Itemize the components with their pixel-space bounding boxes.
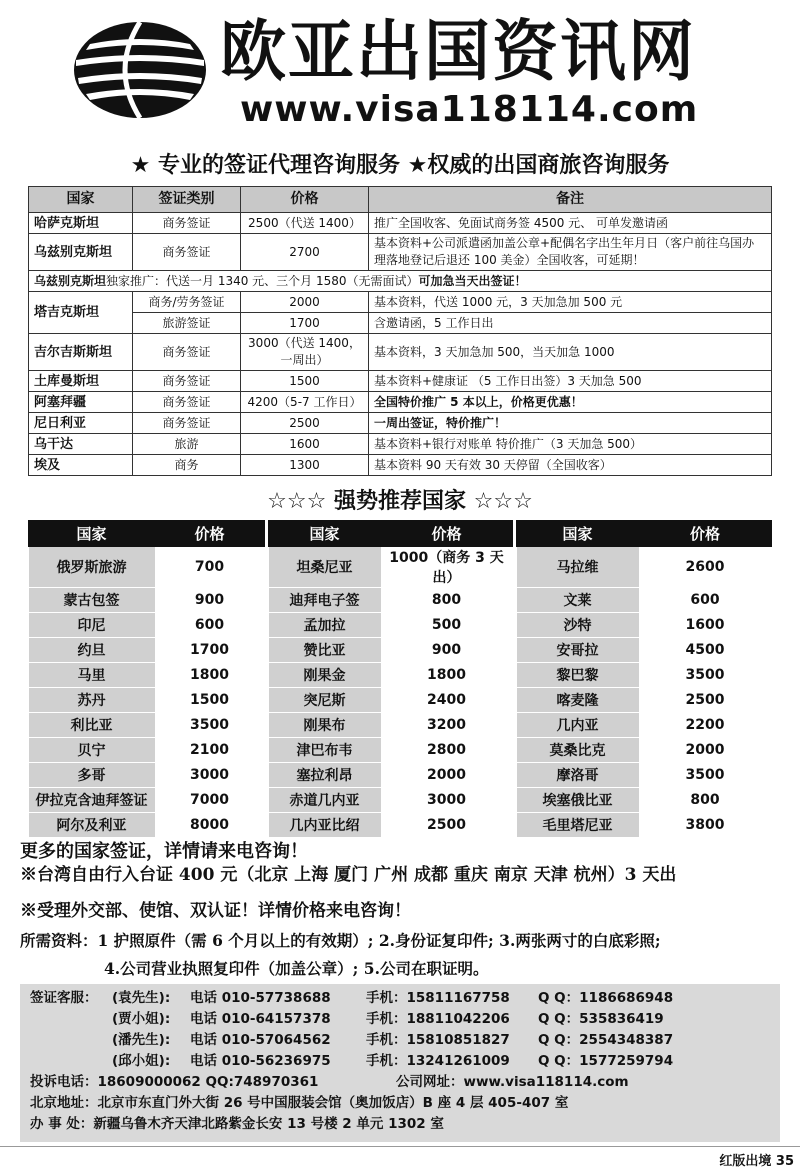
table-row: [29, 213, 772, 234]
rec-header-price: 价格: [155, 521, 265, 547]
cell-price: 1600: [241, 434, 369, 455]
rec-price: 1800: [381, 663, 513, 688]
cell-type: 商务签证: [133, 334, 241, 371]
cell-country: 吉尔吉斯斯坦: [29, 334, 133, 371]
rec-country: 赤道几内亚: [269, 788, 381, 813]
rec-country: 利比亚: [29, 713, 155, 738]
rec-price: 2000: [381, 763, 513, 788]
cell-price: 4200（5-7 工作日）: [241, 392, 369, 413]
rec-country: 几内亚比绍: [269, 813, 381, 838]
contact-mobile[interactable]: 手机：13241261009: [366, 1053, 510, 1069]
cell-note: 推广全国收客、免面试商务签 4500 元、 可单发邀请函: [369, 213, 772, 234]
contact-mobile[interactable]: 手机：15811167758: [366, 990, 510, 1006]
cell-type: 旅游: [133, 434, 241, 455]
cell-price: 3000（代送 1400，一周出）: [241, 334, 369, 371]
contact-name: (袁先生):: [112, 990, 171, 1006]
rec-table-row: [29, 788, 772, 813]
contact-qq[interactable]: Q Q：535836419: [538, 1011, 664, 1027]
contact-label: 签证客服：: [30, 990, 98, 1006]
address-row: [30, 1093, 770, 1114]
rec-country: 马里: [29, 663, 155, 688]
contact-qq[interactable]: Q Q：2554348387: [538, 1032, 674, 1048]
office-address: 办 事 处：新疆乌鲁木齐天津北路紫金长安 13 号楼 2 单元 1302 室: [30, 1116, 444, 1132]
cell-type: 商务签证: [133, 213, 241, 234]
rec-country: 苏丹: [29, 688, 155, 713]
contact-name: (贾小姐):: [112, 1011, 171, 1027]
company-website[interactable]: 公司网址：www.visa118114.com: [396, 1074, 629, 1090]
rec-price: 3800: [639, 813, 772, 838]
table-row: [29, 434, 772, 455]
cell-type: 商务签证: [133, 413, 241, 434]
rec-header-price: 价格: [381, 521, 513, 547]
rec-country: 伊拉克含迪拜签证: [29, 788, 155, 813]
rec-price: 1600: [639, 613, 772, 638]
cell-note: 基本资料，代送 1000 元，3 天加急加 500 元: [369, 292, 772, 313]
contact-tel[interactable]: 电话 010-56236975: [190, 1053, 331, 1069]
rec-country: 安哥拉: [517, 638, 639, 663]
contact-qq[interactable]: Q Q：1577259794: [538, 1053, 674, 1069]
rec-price: 2800: [381, 738, 513, 763]
rec-table-row: [29, 713, 772, 738]
rec-country: 约旦: [29, 638, 155, 663]
rec-price: 2500: [639, 688, 772, 713]
rec-price: 3000: [381, 788, 513, 813]
page-footer: 红版出境 35: [719, 1154, 794, 1169]
slogan: ★ 专业的签证代理咨询服务 ★权威的出国商旅咨询服务: [130, 153, 670, 178]
rec-price: 500: [381, 613, 513, 638]
rec-country: 黎巴黎: [517, 663, 639, 688]
rec-table-row: [29, 663, 772, 688]
contact-row: [30, 1030, 770, 1051]
rec-table-row: [29, 688, 772, 713]
contact-name: (邱小姐):: [112, 1053, 171, 1069]
rec-price: 600: [639, 588, 772, 613]
rec-price: 900: [155, 588, 265, 613]
contact-row: [30, 1009, 770, 1030]
rec-table-row: [29, 588, 772, 613]
rec-country: 印尼: [29, 613, 155, 638]
rec-country: 摩洛哥: [517, 763, 639, 788]
recommend-title: ☆☆☆ 强势推荐国家 ☆☆☆: [267, 489, 533, 514]
col-header-price: 价格: [241, 187, 369, 213]
cell-type: 商务签证: [133, 392, 241, 413]
more-countries-text: 更多的国家签证，详情请来电咨询！: [20, 841, 308, 862]
cell-type: 商务/劳务签证: [133, 292, 241, 313]
promo-cell: [29, 271, 772, 292]
rec-country: 贝宁: [29, 738, 155, 763]
cell-note: 全国特价推广 5 本以上，价格更优惠！: [369, 392, 772, 413]
rec-country: 突尼斯: [269, 688, 381, 713]
cell-price: 2500（代送 1400）: [241, 213, 369, 234]
visa-table: [28, 186, 772, 476]
rec-price: 2200: [639, 713, 772, 738]
col-header-country: 国家: [29, 187, 133, 213]
complaint-phone[interactable]: 投诉电话：18609000062 QQ:748970361: [30, 1074, 319, 1090]
cell-country: 乌兹别克斯坦: [29, 234, 133, 271]
rec-table-row: [29, 738, 772, 763]
cell-note: 基本资料 90 天有效 30 天停留（全国收客）: [369, 455, 772, 476]
rec-price: 800: [381, 588, 513, 613]
table-row: [29, 371, 772, 392]
cell-type: 商务: [133, 455, 241, 476]
foreign-affairs-line: ※受理外交部、使馆、双认证！详情价格来电咨询！: [20, 901, 411, 921]
rec-price: 3000: [155, 763, 265, 788]
rec-price: 4500: [639, 638, 772, 663]
cell-note: 基本资料+公司派遣函加盖公章+配偶名字出生年月日（客户前往乌国办理落地登记后退还 100 美金）全国收客，可延期！: [369, 234, 772, 271]
promo-row: [29, 271, 772, 292]
rec-country: 沙特: [517, 613, 639, 638]
table-row: [29, 334, 772, 371]
rec-price: 2000: [639, 738, 772, 763]
rec-table-row: [29, 763, 772, 788]
cell-country: 塔吉克斯坦: [29, 292, 133, 334]
rec-price: 2600: [639, 547, 772, 588]
rec-table-row: [29, 638, 772, 663]
cell-type: 旅游签证: [133, 313, 241, 334]
rec-country: 赞比亚: [269, 638, 381, 663]
rec-price: 600: [155, 613, 265, 638]
rec-price: 900: [381, 638, 513, 663]
table-row: [29, 234, 772, 271]
rec-price: 1500: [155, 688, 265, 713]
table-row: [29, 292, 772, 313]
rec-header-country: 国家: [517, 521, 639, 547]
cell-country: 埃及: [29, 455, 133, 476]
contact-qq[interactable]: Q Q：1186686948: [538, 990, 674, 1006]
rec-price: 1000（商务 3 天出）: [381, 547, 513, 588]
rec-header-price: 价格: [639, 521, 772, 547]
rec-country: 坦桑尼亚: [269, 547, 381, 588]
rec-table-row: [29, 813, 772, 838]
rec-country: 刚果布: [269, 713, 381, 738]
cell-type: 商务签证: [133, 371, 241, 392]
complaint-row: [30, 1072, 770, 1093]
rec-country: 阿尔及利亚: [29, 813, 155, 838]
cell-type: 商务签证: [133, 234, 241, 271]
cell-note: 一周出签证，特价推广！: [369, 413, 772, 434]
cell-note: 含邀请函，5 工作日出: [369, 313, 772, 334]
rec-price: 2500: [381, 813, 513, 838]
rec-price: 8000: [155, 813, 265, 838]
office-row: [30, 1114, 770, 1135]
brand-title: 欧亚出国资讯网: [220, 13, 696, 90]
rec-country: 孟加拉: [269, 613, 381, 638]
rec-price: 2100: [155, 738, 265, 763]
cell-country: 乌干达: [29, 434, 133, 455]
cell-price: 1300: [241, 455, 369, 476]
rec-price: 1700: [155, 638, 265, 663]
contact-mobile[interactable]: 手机：15810851827: [366, 1032, 510, 1048]
rec-country: 迪拜电子签: [269, 588, 381, 613]
contact-panel: [20, 984, 780, 1142]
table-row: [29, 455, 772, 476]
rec-price: 3500: [639, 763, 772, 788]
rec-table-row: [29, 547, 772, 588]
rec-country: 蒙古包签: [29, 588, 155, 613]
taiwan-line: ※台湾自由行入台证 400 元（北京 上海 厦门 广州 成都 重庆 南京 天津 杭州）3 天出: [20, 865, 677, 885]
globe-logo-icon: [70, 20, 210, 120]
docs-line-1: 所需资料：1 护照原件（需 6 个月以上的有效期）; 2.身份证复印件; 3.两张两寸的白底彩照;: [20, 931, 661, 950]
rec-header-country: 国家: [29, 521, 155, 547]
contact-tel[interactable]: 电话 010-64157378: [190, 1011, 331, 1027]
rec-price: 800: [639, 788, 772, 813]
table-row: [29, 313, 772, 334]
rec-country: 塞拉利昂: [269, 763, 381, 788]
recommend-table: [28, 520, 772, 838]
site-url[interactable]: www.visa118114.com: [240, 89, 699, 130]
rec-price: 3500: [155, 713, 265, 738]
cell-note: 基本资料+健康证 （5 工作日出签）3 天加急 500: [369, 371, 772, 392]
rec-price: 3200: [381, 713, 513, 738]
contact-tel[interactable]: 电话 010-57738688: [190, 990, 331, 1006]
header: [0, 0, 800, 132]
promo-lead: 乌兹别克斯坦: [34, 273, 107, 288]
promo-text: 独家推广：代送一月 1340 元、三个月 1580（无需面试）: [106, 273, 419, 288]
cell-country: 土库曼斯坦: [29, 371, 133, 392]
rec-price: 7000: [155, 788, 265, 813]
cell-country: 哈萨克斯坦: [29, 213, 133, 234]
rec-header-country: 国家: [269, 521, 381, 547]
col-header-type: 签证类别: [133, 187, 241, 213]
cell-note: 基本资料，3 天加急加 500，当天加急 1000: [369, 334, 772, 371]
rec-price: 2400: [381, 688, 513, 713]
contact-row: [30, 1051, 770, 1072]
contact-row: [30, 988, 770, 1009]
rec-country: 刚果金: [269, 663, 381, 688]
cell-price: 2000: [241, 292, 369, 313]
rec-country: 喀麦隆: [517, 688, 639, 713]
rec-country: 毛里塔尼亚: [517, 813, 639, 838]
cell-note: 基本资料+银行对账单 特价推广（3 天加急 500）: [369, 434, 772, 455]
beijing-address: 北京地址：北京市东直门外大街 26 号中国服装会馆（奥加饭店）B 座 4 层 405-407 室: [30, 1095, 569, 1111]
rec-country: 几内亚: [517, 713, 639, 738]
rec-country: 马拉维: [517, 547, 639, 588]
cell-country: 阿塞拜疆: [29, 392, 133, 413]
cell-price: 1700: [241, 313, 369, 334]
rec-price: 700: [155, 547, 265, 588]
cell-price: 2500: [241, 413, 369, 434]
cell-price: 1500: [241, 371, 369, 392]
rec-country: 津巴布韦: [269, 738, 381, 763]
rec-table-row: [29, 613, 772, 638]
cell-country: 尼日利亚: [29, 413, 133, 434]
rec-country: 文莱: [517, 588, 639, 613]
contact-tel[interactable]: 电话 010-57064562: [190, 1032, 331, 1048]
footer-divider: [0, 1146, 800, 1147]
rec-country: 莫桑比克: [517, 738, 639, 763]
contact-mobile[interactable]: 手机：18811042206: [366, 1011, 510, 1027]
col-header-note: 备注: [369, 187, 772, 213]
rec-country: 俄罗斯旅游: [29, 547, 155, 588]
table-row: [29, 413, 772, 434]
rec-price: 1800: [155, 663, 265, 688]
cell-price: 2700: [241, 234, 369, 271]
table-row: [29, 392, 772, 413]
promo-bold: 可加急当天出签证！: [418, 273, 527, 288]
rec-country: 埃塞俄比亚: [517, 788, 639, 813]
contact-name: (潘先生):: [112, 1032, 171, 1048]
docs-line-2: 4.公司营业执照复印件（加盖公章）; 5.公司在职证明。: [104, 959, 489, 978]
rec-country: 多哥: [29, 763, 155, 788]
rec-price: 3500: [639, 663, 772, 688]
